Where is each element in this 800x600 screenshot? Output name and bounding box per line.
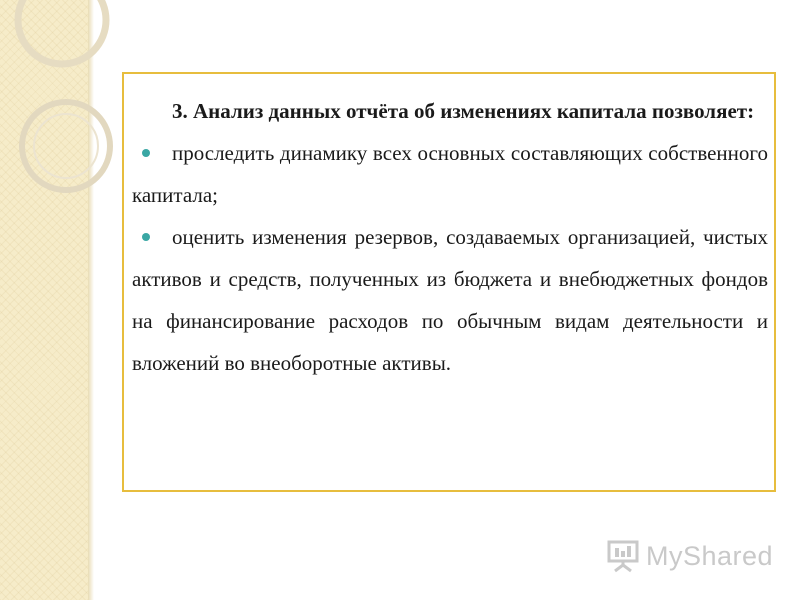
bullet-item xyxy=(132,216,768,384)
logo-text: MyShared xyxy=(646,540,774,571)
decorative-rings-icon xyxy=(0,0,140,260)
bullet-text: проследить динамику всех основных составляющих собственного капитала; xyxy=(132,141,768,207)
bullet-text: оценить изменения резервов, создаваемых организацией, чистых активов и средств, полученных из бюджета и внебюджетных фондов на финансирование расходов по обычным видам деятельности и вложений во внеоборотные активы. xyxy=(132,225,768,375)
bullet-dot-icon xyxy=(142,233,150,241)
content-frame xyxy=(122,72,776,492)
slide-content xyxy=(132,90,768,384)
bullet-dot-icon xyxy=(142,149,150,157)
bullet-item xyxy=(132,132,768,216)
myshared-logo[interactable] xyxy=(606,536,773,576)
slide-heading: 3. Анализ данных отчёта об изменениях капитала позволяет: xyxy=(172,99,755,123)
presentation-board-icon xyxy=(606,539,640,573)
